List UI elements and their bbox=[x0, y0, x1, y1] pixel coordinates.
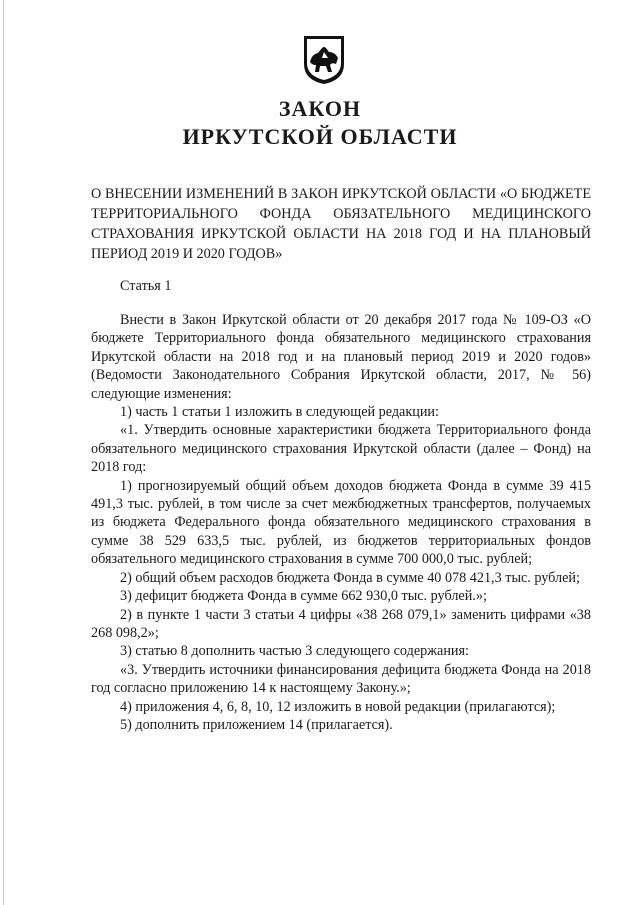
paragraph-subitem-1: 1) прогнозируемый общий объем доходов бюджета Фонда в сумме 39 415 491,3 тыс. рублей, в том числе за счет межбюджетных трансфертов, получаемых из бюджета Федерального фонда обязательного медицинского страхования в сумме 38 529 633,5 тыс. рублей, из бюджетов территориальных фондов обязательного медицинского страхования в сумме 700 000,0 тыс. рублей; bbox=[91, 477, 591, 568]
paragraph-subitem-3: 3) дефицит бюджета Фонда в сумме 662 930,0 тыс. рублей.»; bbox=[120, 588, 487, 605]
paragraph-item-1-text: «1. Утвердить основные характеристики бюджета Территориального фонда обязательного медицинского страхования Иркутской области (далее – Фонд) на 2018 год: bbox=[91, 422, 591, 476]
law-body bbox=[91, 311, 591, 734]
paragraph-item-5: 5) дополнить приложением 14 (прилагается). bbox=[120, 716, 393, 733]
irkutsk-coat-of-arms-icon bbox=[302, 34, 346, 86]
paragraph-item-1: 1) часть 1 статьи 1 изложить в следующей редакции: bbox=[120, 404, 439, 421]
law-heading: О ВНЕСЕНИИ ИЗМЕНЕНИЙ В ЗАКОН ИРКУТСКОЙ ОБЛАСТИ «О БЮДЖЕТЕ ТЕРРИТОРИАЛЬНОГО ФОНДА ОБЯЗАТЕЛЬНОГО МЕДИЦИНСКОГО СТРАХОВАНИЯ ИРКУТСКОЙ ОБЛАСТИ НА 2018 ГОД И НА ПЛАНОВЫЙ ПЕРИОД 2019 И 2020 ГОДОВ» bbox=[91, 186, 591, 262]
paragraph-item-2: 2) в пункте 1 части 3 статьи 4 цифры «38 268 079,1» заменить цифрами «38 268 098,2»; bbox=[91, 606, 591, 641]
paragraph-subitem-2: 2) общий объем расходов бюджета Фонда в сумме 40 078 421,3 тыс. рублей; bbox=[120, 569, 580, 586]
paragraph-item-3-text: «3. Утвердить источники финансирования дефицита бюджета Фонда на 2018 год согласно приложению 14 к настоящему Закону.»; bbox=[91, 661, 591, 697]
article-label: Статья 1 bbox=[120, 278, 172, 294]
document-subtitle: ИРКУТСКОЙ ОБЛАСТИ bbox=[182, 124, 458, 149]
paragraph-intro: Внести в Закон Иркутской области от 20 декабря 2017 года № 109-ОЗ «О бюджете Территориального фонда обязательного медицинского страхования Иркутской области на 2018 год и на плановый период 2019 и 2020 годов» (Ведомости Законодательного Собрания Иркутской области, 2017, № 56) следующие изменения: bbox=[91, 312, 591, 402]
paragraph-item-4: 4) приложения 4, 6, 8, 10, 12 изложить в новой редакции (прилагаются); bbox=[120, 698, 556, 715]
document-title: ЗАКОН bbox=[278, 96, 362, 121]
paragraph-item-3: 3) статью 8 дополнить частью 3 следующего содержания: bbox=[120, 643, 469, 660]
